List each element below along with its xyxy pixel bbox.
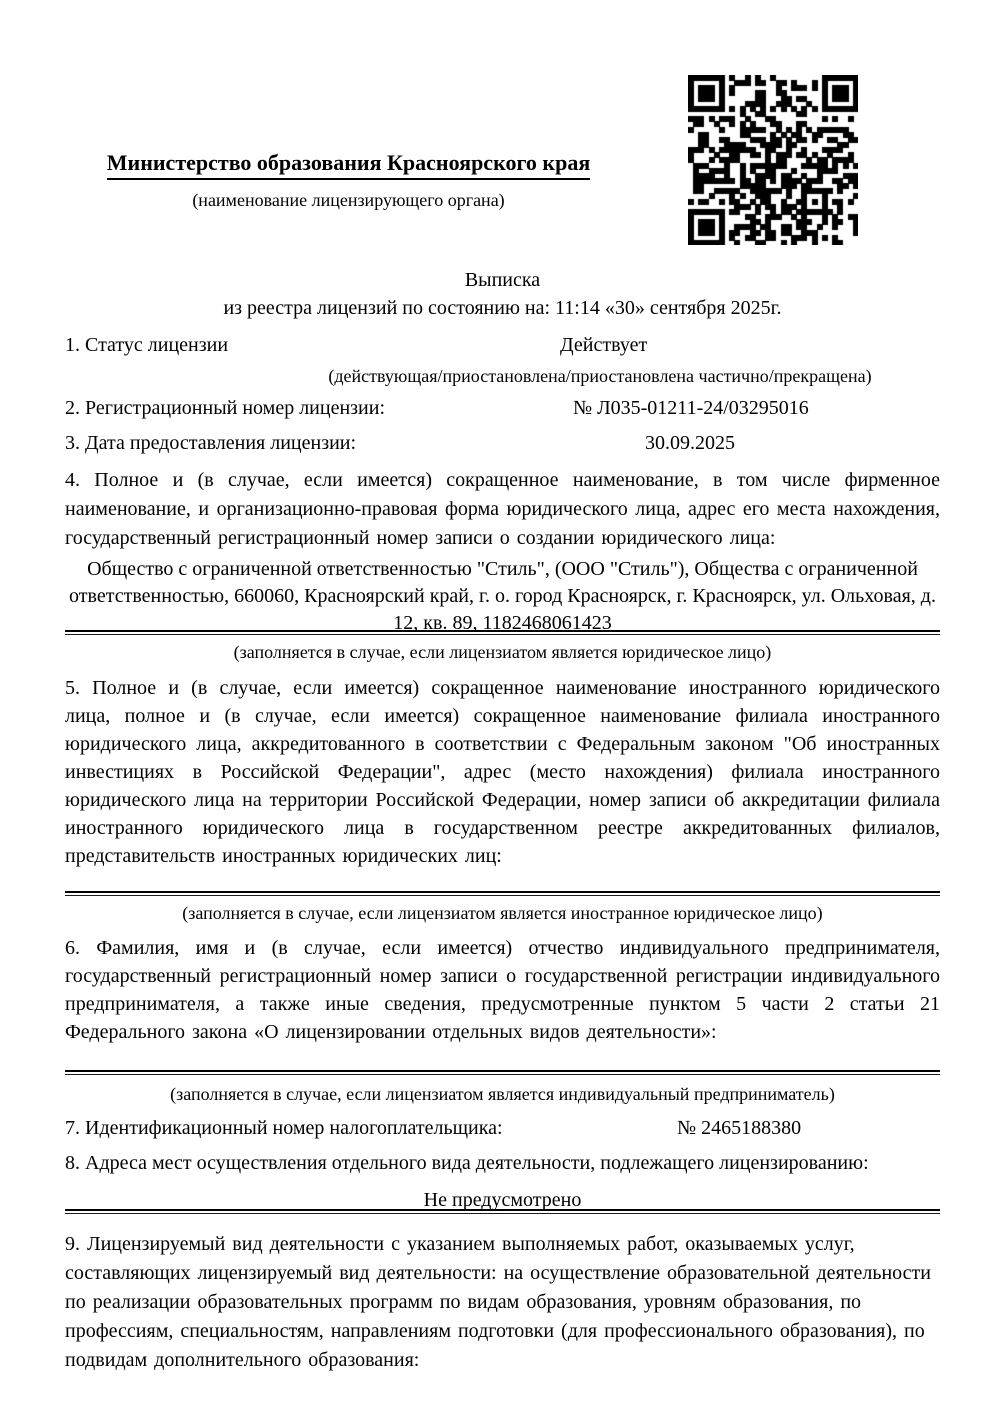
document-subtitle: из реестра лицензий по состоянию на: 11:14 «30» сентября 2025г. <box>223 297 782 319</box>
qr-code <box>688 75 858 245</box>
registration-number-value: № Л035-01211-24/03295016 <box>573 397 809 419</box>
legal-entity-clause: 4. Полное и (в случае, если имеется) сокращенное наименование, в том числе фирменное наименование, и организационно-правовая форма юридического лица, адрес его места нахождения, государственный регистрационный номер записи о создании юридического лица: <box>65 469 940 549</box>
licensing-authority-caption: (наименование лицензирующего органа) <box>192 190 505 210</box>
licensing-authority-header <box>65 150 632 211</box>
taxpayer-number-label: 7. Идентификационный номер налогоплательщика: <box>65 1117 503 1139</box>
licensed-activity-clause: 9. Лицензируемый вид деятельности с указанием выполняемых работ, оказываемых услуг, составляющих лицензируемый вид деятельности: на осуществление образовательной деятельности по реализации образовательных программ по видам образования, уровням образования, по профессиям, специальностям, направлениям подготовки (для профессионального образования), по подвидам дополнительного образования: <box>65 1233 932 1371</box>
document-title: Выписка <box>464 269 541 291</box>
entrepreneur-clause: 6. Фамилия, имя и (в случае, если имеется) отчество индивидуального предпринимателя, государственный регистрационный номер записи о государственной регистрации индивидуального предпринимателя, а также иные сведения, предусмотренные пунктом 5 части 2 статьи 21 Федерального закона «О лицензировании отдельных видов деятельности»: <box>65 937 940 1043</box>
rule-entrepreneur <box>65 1070 940 1075</box>
entrepreneur-caption: (заполняется в случае, если лицензиатом является индивидуальный предприниматель) <box>170 1084 835 1104</box>
foreign-entity-clause: 5. Полное и (в случае, если имеется) сокращенное наименование иностранного юридического лица, полное и (в случае, если имеется) сокращенное наименование филиала иностранного юридического лица, аккредитованного в соответствии с Федеральным законом "Об иностранных инвестициях в Российской Федерации", адрес (место нахождения) филиала иностранного юридического лица на территории Российской Федерации, номер записи об аккредитации филиала иностранного юридического лица в государственном реестре аккредитованных филиалов, представительств иностранных юридических лиц: <box>65 677 940 867</box>
activity-addresses-value: Не предусмотрено <box>423 1189 582 1211</box>
status-caption-wrap <box>65 366 940 387</box>
status-value: Действует <box>560 334 648 356</box>
taxpayer-number-row <box>65 1117 940 1145</box>
rule-legal-entity <box>65 630 940 635</box>
grant-date-value: 30.09.2025 <box>645 432 735 454</box>
rule-activity-addresses <box>65 1209 940 1214</box>
registration-number-row <box>65 397 940 425</box>
legal-entity-caption: (заполняется в случае, если лицензиатом является юридическое лицо) <box>233 642 772 662</box>
status-row <box>65 334 940 362</box>
legal-entity-value: Общество с ограниченной ответственностью "Стиль", (ООО "Стиль"), Общества с ограниченной ответственностью, 660060, Красноярский край, г. о. город Красноярск, г. Красноярск, ул. Ольховая, д. 12, кв. 89, 1182468061423 <box>69 558 936 634</box>
status-label: 1. Статус лицензии <box>65 334 229 356</box>
status-caption: (действующая/приостановлена/приостановлена частично/прекращена) <box>328 366 872 386</box>
grant-date-row <box>65 432 940 460</box>
grant-date-label: 3. Дата предоставления лицензии: <box>65 432 357 454</box>
registration-number-label: 2. Регистрационный номер лицензии: <box>65 397 386 419</box>
rule-foreign-entity <box>65 891 940 896</box>
foreign-entity-caption: (заполняется в случае, если лицензиатом является иностранное юридическое лицо) <box>182 903 823 923</box>
activity-addresses-label: 8. Адреса мест осуществления отдельного вида деятельности, подлежащего лицензированию: <box>65 1152 869 1174</box>
licensing-authority-name: Министерство образования Красноярского края <box>107 150 590 180</box>
taxpayer-number-value: № 2465188380 <box>677 1117 802 1139</box>
